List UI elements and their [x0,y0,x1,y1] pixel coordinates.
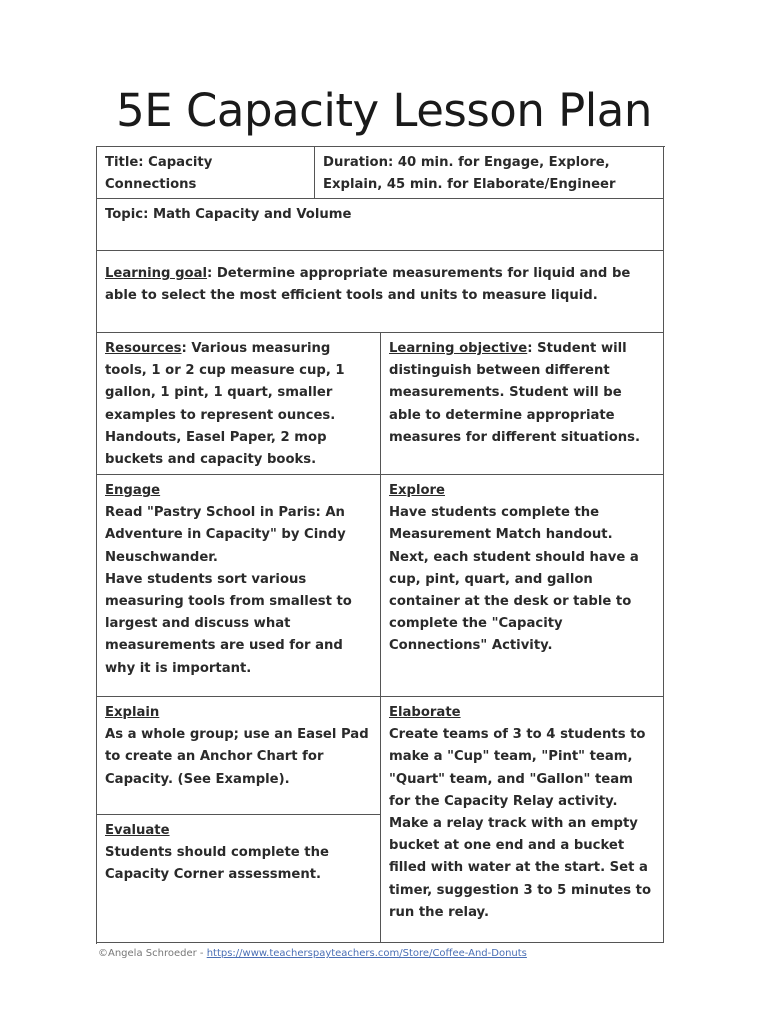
learning-goal-text: : Determine appropriate measurements for liquid and be able to select the most efficient tools and units to measure liquid. [105,266,631,304]
lesson-plan-table [96,146,665,944]
footer-credit-text: ©Angela Schroeder - [98,948,207,959]
resources-text: : Various measuring tools, 1 or 2 cup measure cup, 1 gallon, 1 pint, 1 quart, smaller examples to represent ounces. Handouts, Easel Paper, 2 mop buckets and capacity books. [105,341,345,468]
elaborate-text: Create teams of 3 to 4 students to make a "Cup" team, "Pint" team, "Quart" team, and "Gallon" team for the Capacity Relay activity. Make a relay track with an empty bucket at one end and a bucket filled with water at the start. Set a timer, suggestion 3 to 5 minutes to run the relay. [389,727,652,920]
topic-cell [97,199,664,251]
evaluate-text: Students should complete the Capacity Corner assessment. [105,845,329,883]
topic-text: Topic: Math Capacity and Volume [105,207,352,222]
title-cell [97,147,315,199]
resources-cell [97,333,381,475]
explain-label: Explain [105,705,160,720]
lesson-duration: Duration: 40 min. for Engage, Explore, Explain, 45 min. for Elaborate/Engineer [323,155,616,193]
learning-goal-label: Learning goal [105,266,207,281]
engage-cell [97,475,381,697]
explain-cell [97,697,381,815]
elaborate-label: Elaborate [389,705,461,720]
duration-cell [315,147,664,199]
explain-text: As a whole group; use an Easel Pad to create an Anchor Chart for Capacity. (See Example). [105,727,369,787]
learning-goal-cell [97,251,664,333]
evaluate-cell [97,815,381,943]
elaborate-cell [381,697,664,943]
page-title: 5E Capacity Lesson Plan [116,84,652,137]
engage-label: Engage [105,483,161,498]
footer-credit [98,948,527,959]
store-link[interactable]: https://www.teacherspayteachers.com/Store/Coffee-And-Donuts [206,948,527,959]
resources-label: Resources [105,341,182,356]
learning-objective-text: : Student will distinguish between different measurements. Student will be able to determine appropriate measures for different situations. [389,341,641,445]
explore-text: Have students complete the Measurement Match handout. Next, each student should have a cup, pint, quart, and gallon container at the desk or table to complete the "Capacity Connections" Activity. [389,505,639,654]
learning-objective-cell [381,333,664,475]
explore-label: Explore [389,483,445,498]
engage-text-2: Have students sort various measuring tools from smallest to largest and discuss what measurements are used for and why it is important. [105,571,352,676]
engage-text-1: Read "Pastry School in Paris: An Adventure in Capacity" by Cindy Neuschwander. [105,505,346,565]
evaluate-label: Evaluate [105,823,170,838]
learning-objective-label: Learning objective [389,341,528,356]
explore-cell [381,475,664,697]
lesson-title: Title: Capacity Connections [105,155,213,193]
